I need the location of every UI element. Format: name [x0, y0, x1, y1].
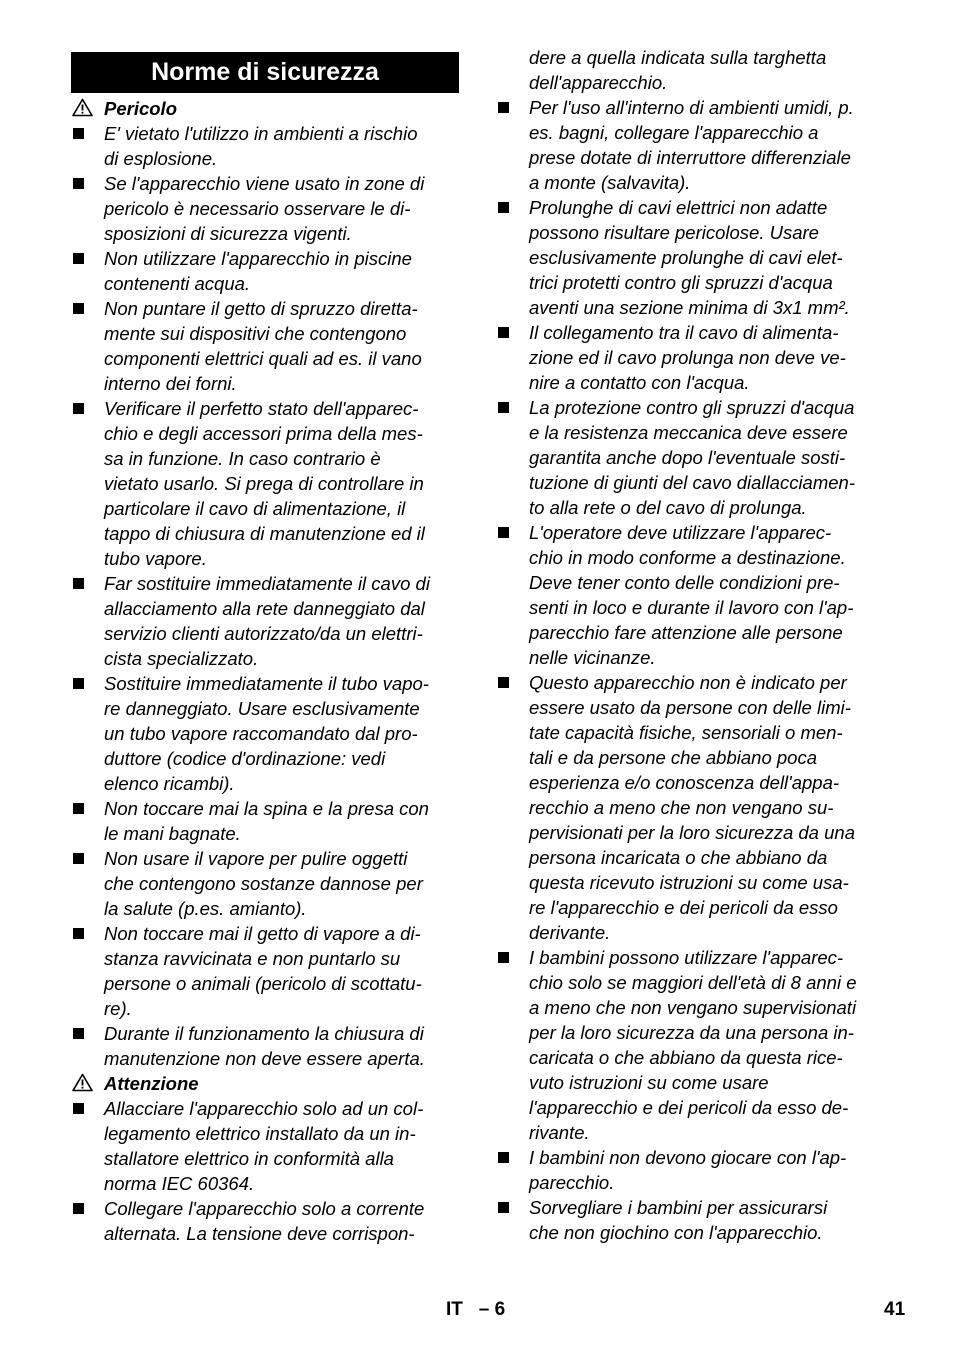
list-item	[71, 796, 459, 846]
text-line: l'apparecchio e dei pericoli da esso de-	[529, 1097, 849, 1118]
list-item	[71, 671, 459, 796]
text-line: vietato usarlo. Si prega di controllare in	[104, 473, 424, 494]
text-line: manutenzione non deve essere aperta.	[104, 1048, 425, 1069]
text-line: La protezione contro gli spruzzi d'acqua	[529, 397, 855, 418]
list-item	[71, 1096, 459, 1196]
list-item	[496, 195, 888, 320]
text-line: Collegare l'apparecchio solo a corrente	[104, 1198, 425, 1219]
text-line: esclusivamente prolunghe di cavi elet-	[529, 247, 843, 268]
section-title-text: Norme di sicurezza	[151, 58, 379, 86]
text-line: Questo apparecchio non è indicato per	[529, 672, 847, 693]
text-line: garantita anche dopo l'eventuale sosti-	[529, 447, 846, 468]
text-line: essere usato da persone con delle limi-	[529, 697, 851, 718]
warning-triangle-icon	[72, 98, 93, 117]
text-line: sa in funzione. In caso contrario è	[104, 448, 381, 469]
text-line: servizio clienti autorizzato/da un elettri-	[104, 623, 423, 644]
text-line: la salute (p.es. amianto).	[104, 898, 307, 919]
text-line: particolare il cavo di alimentazione, il	[104, 498, 406, 519]
text-line: vuto istruzioni su come usare	[529, 1072, 769, 1093]
text-line: che non giochino con l'apparecchio.	[529, 1222, 823, 1243]
text-line: tuzione di giunti del cavo diallacciamen-	[529, 472, 855, 493]
text-line: Il collegamento tra il cavo di alimenta-	[529, 322, 839, 343]
list-item	[71, 1021, 459, 1071]
text-line: nelle vicinanze.	[529, 647, 656, 668]
list-item	[496, 520, 888, 670]
text-line: le mani bagnate.	[104, 823, 241, 844]
text-line: dell'apparecchio.	[529, 72, 668, 93]
text-line: contenenti acqua.	[104, 273, 251, 294]
text-line: chio in modo conforme a destinazione.	[529, 547, 846, 568]
square-bullet-icon	[73, 303, 84, 314]
text-line: legamento elettrico installato da un in-	[104, 1123, 416, 1144]
list-item	[496, 95, 888, 195]
square-bullet-icon	[73, 1028, 84, 1039]
text-line: Prolunghe di cavi elettrici non adatte	[529, 197, 828, 218]
text-line: Deve tener conto delle condizioni pre-	[529, 572, 840, 593]
list-item	[496, 320, 888, 395]
text-line: es. bagni, collegare l'apparecchio a	[529, 122, 819, 143]
text-line: Verificare il perfetto stato dell'apparec-	[104, 398, 419, 419]
square-bullet-icon	[73, 128, 84, 139]
square-bullet-icon	[73, 1103, 84, 1114]
text-line: e la resistenza meccanica deve essere	[529, 422, 848, 443]
text-line: Per l'uso all'interno di ambienti umidi, p.	[529, 97, 854, 118]
warning-triangle-icon	[72, 1073, 93, 1092]
square-bullet-icon	[498, 1152, 509, 1163]
square-bullet-icon	[73, 1203, 84, 1214]
text-line: E' vietato l'utilizzo in ambienti a rischio	[104, 123, 418, 144]
text-line: allacciamento alla rete danneggiato dal	[104, 598, 425, 619]
text-line: pericolo è necessario osservare le di-	[104, 198, 411, 219]
text-line: norma IEC 60364.	[104, 1173, 255, 1194]
square-bullet-icon	[73, 928, 84, 939]
footer-page-number: 41	[884, 1299, 906, 1320]
text-line: re l'apparecchio e dei pericoli da esso	[529, 897, 838, 918]
text-line: pervisionati per la loro sicurezza da una	[529, 822, 855, 843]
square-bullet-icon	[498, 102, 509, 113]
text-line: Non toccare mai il getto di vapore a di-	[104, 923, 421, 944]
text-line: I bambini possono utilizzare l'apparec-	[529, 947, 844, 968]
list-item	[71, 246, 459, 296]
text-line: un tubo vapore raccomandato dal pro-	[104, 723, 418, 744]
warning-heading-text: Attenzione	[104, 1073, 199, 1094]
text-line: re danneggiato. Usare esclusivamente	[104, 698, 420, 719]
footer-language-page: IT – 6	[446, 1299, 506, 1320]
text-line: nire a contatto con l'acqua.	[529, 372, 750, 393]
text-line: a meno che non vengano supervisionati	[529, 997, 857, 1018]
list-item	[496, 670, 888, 945]
text-line: trici protetti contro gli spruzzi d'acqua	[529, 272, 833, 293]
square-bullet-icon	[73, 853, 84, 864]
text-line: chio solo se maggiori dell'età di 8 anni e	[529, 972, 857, 993]
text-line: Non utilizzare l'apparecchio in piscine	[104, 248, 412, 269]
text-line: Sostituire immediatamente il tubo vapo-	[104, 673, 429, 694]
text-line: Non usare il vapore per pulire oggetti	[104, 848, 408, 869]
text-line: questa ricevuto istruzioni su come usa-	[529, 872, 849, 893]
text-line: persona incaricata o che abbiano da	[529, 847, 828, 868]
list-item	[71, 921, 459, 1021]
text-line: stanza ravvicinata e non puntarlo su	[104, 948, 401, 969]
text-line: recchio a meno che non vengano su-	[529, 797, 834, 818]
text-line: a monte (salvavita).	[529, 172, 691, 193]
square-bullet-icon	[498, 1202, 509, 1213]
text-line: tate capacità fisiche, sensoriali o men-	[529, 722, 843, 743]
text-line: per la loro sicurezza da una persona in-	[529, 1022, 854, 1043]
text-line: parecchio.	[529, 1172, 615, 1193]
text-line: che contengono sostanze dannose per	[104, 873, 423, 894]
list-item	[71, 121, 459, 171]
text-line: Allacciare l'apparecchio solo ad un col-	[104, 1098, 424, 1119]
square-bullet-icon	[73, 253, 84, 264]
text-line: to alla rete o del cavo di prolunga.	[529, 497, 807, 518]
square-bullet-icon	[498, 327, 509, 338]
text-line: tappo di chiusura di manutenzione ed il	[104, 523, 425, 544]
section-title	[71, 52, 459, 93]
text-line: duttore (codice d'ordinazione: vedi	[104, 748, 386, 769]
text-line: aventi una sezione minima di 3x1 mm².	[529, 297, 850, 318]
text-line: elenco ricambi).	[104, 773, 235, 794]
left-column-content	[71, 96, 459, 1246]
list-item	[496, 945, 888, 1145]
list-item	[71, 571, 459, 671]
text-line: stallatore elettrico in conformità alla	[104, 1148, 394, 1169]
warning-heading	[71, 1071, 459, 1096]
square-bullet-icon	[73, 803, 84, 814]
text-line: di esplosione.	[104, 148, 218, 169]
warning-heading-text: Pericolo	[104, 98, 177, 119]
text-line: parecchio fare attenzione alle persone	[529, 622, 843, 643]
text-line: chio e degli accessori prima della mes-	[104, 423, 423, 444]
text-line: possono risultare pericolose. Usare	[529, 222, 819, 243]
text-line: zione ed il cavo prolunga non deve ve-	[529, 347, 846, 368]
list-item	[496, 1195, 888, 1245]
text-line: L'operatore deve utilizzare l'apparec-	[529, 522, 832, 543]
text-line: senti in loco e durante il lavoro con l'ap-	[529, 597, 854, 618]
square-bullet-icon	[498, 952, 509, 963]
square-bullet-icon	[498, 677, 509, 688]
text-line: Non puntare il getto di spruzzo diretta-	[104, 298, 418, 319]
right-column-content	[496, 45, 888, 1245]
text-line: Se l'apparecchio viene usato in zone di	[104, 173, 425, 194]
text-line: mente sui dispositivi che contengono	[104, 323, 407, 344]
text-line: re).	[104, 998, 132, 1019]
square-bullet-icon	[498, 202, 509, 213]
list-item	[71, 846, 459, 921]
text-line: caricata o che abbiano da questa rice-	[529, 1047, 843, 1068]
list-item-continuation	[496, 45, 888, 95]
square-bullet-icon	[73, 678, 84, 689]
warning-heading	[71, 96, 459, 121]
text-line: derivante.	[529, 922, 611, 943]
text-line: tubo vapore.	[104, 548, 207, 569]
list-item	[71, 296, 459, 396]
text-line: Durante il funzionamento la chiusura di	[104, 1023, 424, 1044]
text-line: Sorvegliare i bambini per assicurarsi	[529, 1197, 828, 1218]
text-line: tali e da persone che abbiano poca	[529, 747, 817, 768]
square-bullet-icon	[73, 403, 84, 414]
text-line: dere a quella indicata sulla targhetta	[529, 47, 827, 68]
square-bullet-icon	[73, 178, 84, 189]
text-line: componenti elettrici quali ad es. il vano	[104, 348, 422, 369]
left-column	[71, 45, 459, 1246]
square-bullet-icon	[73, 578, 84, 589]
text-line: esperienza e/o conoscenza dell'appa-	[529, 772, 840, 793]
text-line: persone o animali (pericolo di scottatu-	[104, 973, 422, 994]
text-line: prese dotate di interruttore differenziale	[529, 147, 851, 168]
text-line: Non toccare mai la spina e la presa con	[104, 798, 429, 819]
list-item	[496, 1145, 888, 1195]
list-item	[71, 1196, 459, 1246]
square-bullet-icon	[498, 402, 509, 413]
text-line: Far sostituire immediatamente il cavo di	[104, 573, 430, 594]
text-line: alternata. La tensione deve corrispon-	[104, 1223, 415, 1244]
square-bullet-icon	[498, 527, 509, 538]
text-line: sposizioni di sicurezza vigenti.	[104, 223, 352, 244]
list-item	[496, 395, 888, 520]
right-column	[496, 45, 888, 1245]
list-item	[71, 171, 459, 246]
text-line: cista specializzato.	[104, 648, 259, 669]
list-item	[71, 396, 459, 571]
text-line: interno dei forni.	[104, 373, 237, 394]
text-line: I bambini non devono giocare con l'ap-	[529, 1147, 847, 1168]
text-line: rivante.	[529, 1122, 590, 1143]
